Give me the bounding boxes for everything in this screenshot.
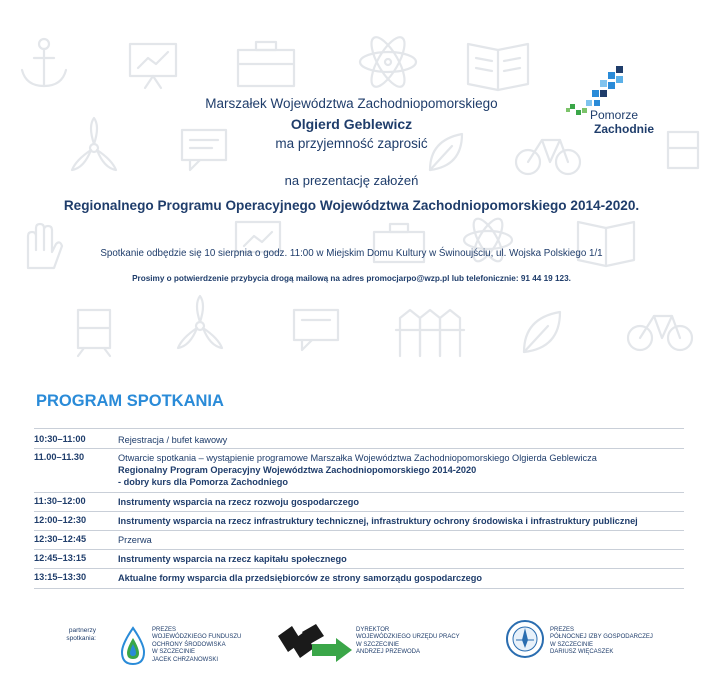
- logo-text-line1: Pomorze: [590, 108, 639, 122]
- schedule-time: 10:30–11:00: [34, 434, 86, 444]
- schedule-time: 13:15–13:30: [34, 572, 87, 582]
- hand-icon: [28, 224, 62, 268]
- rsvp-info: Prosimy o potwierdzenie przybycia drogą mailową na adres promocjarpo@wzp.pl lub telefonicznie: 91 44 19 123.: [132, 274, 571, 283]
- schedule-divider: [34, 428, 684, 429]
- partner-line: PREZES: [550, 627, 575, 633]
- open-book-icon: [468, 44, 528, 90]
- schedule-divider: [34, 511, 684, 512]
- schedule-time: 11.00–11.30: [34, 452, 85, 462]
- schedule-divider: [34, 588, 684, 589]
- fence-icon: [396, 310, 464, 356]
- partner-line: ANDRZEJ PRZEWODA: [356, 649, 421, 656]
- bicycle-icon: [628, 316, 692, 350]
- open-book-icon: [578, 222, 634, 266]
- partner-line: W SZCZECINIE: [152, 649, 195, 656]
- wup-arrow-logo-icon: [276, 622, 354, 664]
- partner-pig-text: [550, 627, 690, 657]
- partner-line: PÓŁNOCNEJ IZBY GOSPODARCZEJ: [550, 634, 653, 641]
- chamber-seal-logo-icon: [504, 618, 546, 660]
- anchor-icon: [22, 39, 66, 86]
- schedule-desc: Instrumenty wsparcia na rzecz kapitału społecznego: [118, 554, 347, 564]
- partner-pig: [504, 618, 653, 665]
- partners-label: [40, 627, 96, 643]
- atom-icon: [360, 33, 416, 91]
- schedule-divider: [34, 568, 684, 569]
- partner-line: DYREKTOR: [356, 627, 390, 633]
- schedule-divider: [34, 492, 684, 493]
- partners-label-line2: spotkania:: [66, 635, 96, 642]
- partner-line: DARIUSZ WIĘCASZEK: [550, 649, 614, 656]
- presentation-board-icon: [130, 44, 176, 88]
- schedule-divider: [34, 530, 684, 531]
- partner-wfos-text: [152, 627, 292, 664]
- schedule-time: 12:30–12:45: [34, 534, 87, 544]
- partner-line: JACEK CHRZANOWSKI: [152, 656, 219, 663]
- schedule-desc: Instrumenty wsparcia na rzecz rozwoju gospodarczego: [118, 497, 359, 507]
- schedule-desc-program: Regionalny Program Operacyjny Województwa Zachodniopomorskiego 2014-2020: [118, 465, 477, 475]
- schedule-desc: Rejestracja / bufet kawowy: [118, 435, 228, 445]
- briefcase-icon: [238, 42, 294, 86]
- tram-icon: [78, 310, 110, 356]
- partners-label-line1: partnerzy: [68, 627, 96, 634]
- host-name: Olgierd Geblewicz: [290, 116, 413, 132]
- leaf-icon: [524, 312, 560, 352]
- invitation-line-3: ma przyjemność zaprosić: [275, 136, 428, 151]
- water-drop-logo-icon: [118, 624, 148, 668]
- schedule-divider: [34, 448, 684, 449]
- partner-line: WOJEWÓDZKIEGO URZĘDU PRACY: [356, 634, 460, 641]
- schedule-desc: Przerwa: [118, 535, 152, 545]
- partner-line: W SZCZECINIE: [356, 641, 399, 648]
- chat-bubbles-icon: [294, 310, 338, 350]
- wind-turbine-icon: [178, 296, 222, 348]
- meeting-info: Spotkanie odbędzie się 10 sierpnia o godz. 11:00 w Miejskim Domu Kultury w Świnoujściu, ul. Wojska Polskiego 1/1: [100, 248, 603, 259]
- logo-text-line2: Zachodnie: [594, 122, 655, 136]
- schedule-divider: [34, 549, 684, 550]
- partner-wup: [276, 622, 460, 669]
- schedule-time: 12:45–13:15: [34, 553, 87, 563]
- partner-line: W SZCZECINIE: [550, 641, 593, 648]
- partner-line: OCHRONY ŚRODOWISKA: [152, 641, 226, 648]
- schedule-desc: Otwarcie spotkania – wystąpienie programowe Marszałka Województwa Zachodniopomorskiego Olgierda Geblewicza: [118, 453, 597, 463]
- schedule-time: 11:30–12:00: [34, 496, 86, 506]
- schedule-desc: Instrumenty wsparcia na rzecz infrastruktury technicznej, infrastruktury ochrony środowiska i infrastruktury publicznej: [118, 516, 638, 526]
- partner-wfos: [118, 624, 242, 673]
- partner-line: PREZES: [152, 627, 177, 633]
- schedule-desc-group: [118, 452, 684, 488]
- schedule-desc-tagline: - dobry kurs dla Pomorza Zachodniego: [118, 477, 288, 487]
- schedule-time: 12:00–12:30: [34, 515, 87, 525]
- invitation-line-1: Marszałek Województwa Zachodniopomorskiego: [205, 96, 498, 111]
- partner-line: WOJEWÓDZKIEGO FUNDUSZU: [152, 634, 242, 641]
- schedule-desc: Aktualne formy wsparcia dla przedsiębiorców ze strony samorządu gospodarczego: [118, 573, 483, 583]
- program-name-heading: Regionalnego Programu Operacyjnego Województwa Zachodniopomorskiego 2014-2020.: [63, 198, 640, 213]
- invitation-line-4: na prezentację założeń: [284, 173, 419, 188]
- partner-wup-text: [356, 627, 496, 657]
- program-title: PROGRAM SPOTKANIA: [36, 392, 224, 410]
